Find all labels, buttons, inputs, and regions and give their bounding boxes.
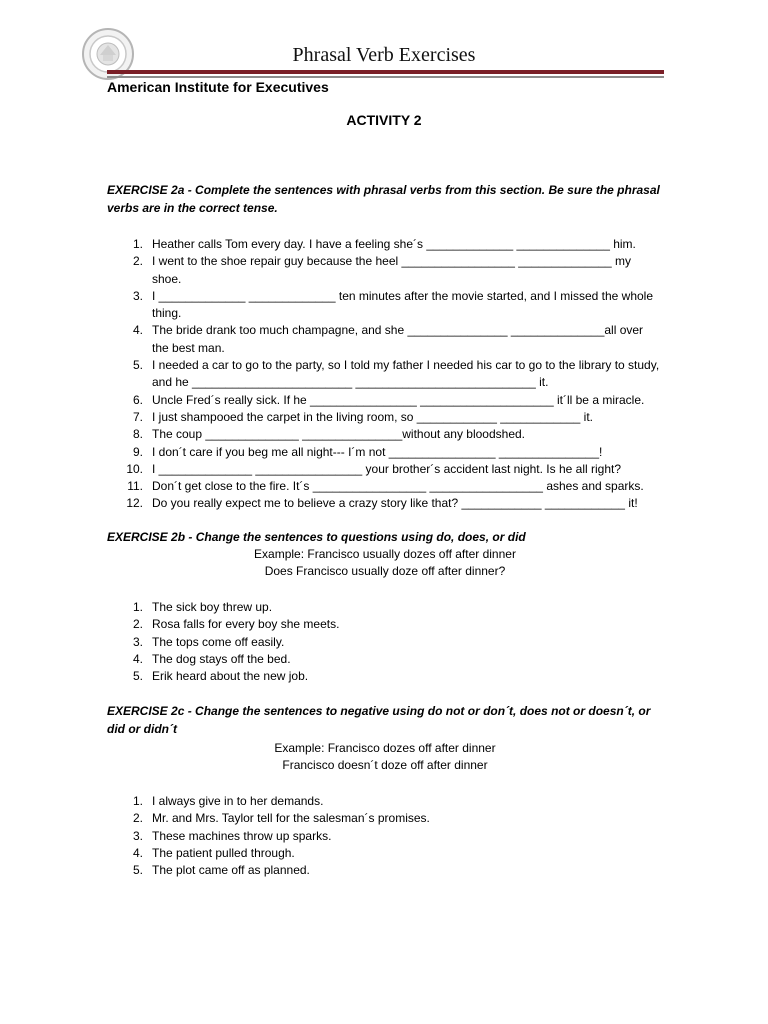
exercise-2b-instruction (107, 528, 663, 546)
exercise-2a-instruction-text: - Complete the sentences with phrasal verbs from this section. Be sure the phrasal verbs are in the correct tense (107, 183, 660, 215)
exercise-2a-label: EXERCISE 2a (107, 183, 185, 197)
exercise-2b-example: Example: Francisco usually dozes off after dinner (254, 547, 516, 561)
item-text: Mr. and Mrs. Taylor tell for the salesman´s promises. (152, 811, 430, 826)
exercise-2b-list (107, 599, 663, 685)
item-number: 4. (132, 845, 143, 860)
exercise-2c-example-answer: Francisco doesn´t doze off after dinner (282, 758, 488, 772)
exercise-2b-section (107, 528, 663, 685)
exercise-2a-item (107, 461, 663, 478)
item-text: Rosa falls for every boy she meets. (152, 617, 340, 632)
exercise-2b-label: EXERCISE 2b (107, 530, 186, 544)
item-text: The coup ______________ _______________without any bloodshed. (152, 427, 525, 442)
exercise-2c-section (107, 702, 663, 879)
exercise-2c-item (107, 845, 663, 862)
item-number: 5. (132, 863, 143, 878)
exercise-2b-item (107, 616, 663, 633)
exercise-2b-item (107, 634, 663, 651)
item-number: 7. (132, 409, 143, 424)
exercise-2a-item (107, 478, 663, 495)
item-text: I needed a car to go to the party, so I told my father I needed his car to go to the library to study, and he ________________________ ___________________________ it. (152, 358, 660, 390)
header-rule-gray (107, 76, 664, 78)
exercise-2b-item (107, 651, 663, 668)
exercise-2a-instruction: EXERCISE 2a - Complete the sentences with phrasal verbs from this section. Be sure the phrasal verbs are in the correct tense. (107, 183, 660, 215)
exercise-2c-list (107, 793, 663, 879)
exercise-2a-list (107, 236, 663, 513)
exercise-2a-section (107, 181, 663, 513)
exercise-2c-instruction-text: - Change the sentences to negative using do not or don´t, does not or doesn´t, or did or didn´t (107, 704, 651, 736)
item-number: 3. (132, 288, 143, 303)
item-number: 2. (132, 254, 143, 269)
exercise-2a-item (107, 288, 663, 323)
item-number: 10. (126, 461, 143, 476)
item-number: 5. (132, 669, 143, 684)
header-rule-maroon (107, 70, 664, 74)
item-text: Do you really expect me to believe a crazy story like that? ____________ ____________ it! (152, 496, 638, 511)
exercise-2c-label: EXERCISE 2c (107, 704, 185, 718)
exercise-2a-item (107, 253, 663, 288)
item-number: 5. (132, 358, 143, 373)
exercise-2c-example: Example: Francisco dozes off after dinner (274, 741, 496, 755)
item-number: 9. (132, 444, 143, 459)
exercise-2a-item (107, 322, 663, 357)
item-number: 4. (132, 323, 143, 338)
item-text: I _____________ _____________ ten minutes after the movie started, and I missed the whole thing. (152, 288, 654, 321)
item-text: I don´t care if you beg me all night--- I´m not ________________ _______________! (152, 444, 603, 459)
exercise-2a-item (107, 495, 663, 512)
item-text: I just shampooed the carpet in the living room, so ____________ ____________ it. (152, 409, 593, 424)
exercise-2a-item (107, 409, 663, 426)
exercise-2c-item (107, 810, 663, 827)
item-text: Heather calls Tom every day. I have a feeling she´s _____________ ______________ him. (152, 237, 636, 251)
exercise-2a-item (107, 444, 663, 461)
exercise-2a-item (107, 426, 663, 443)
item-text: Uncle Fred´s really sick. If he ________________ ____________________ it´ll be a miracle. (152, 392, 645, 407)
item-number: 1. (132, 237, 143, 251)
item-text: The tops come off easily. (152, 634, 285, 649)
item-text: The patient pulled through. (152, 845, 295, 860)
exercise-2a-item (107, 392, 663, 409)
item-text: The dog stays off the bed. (152, 651, 291, 666)
item-text: I ______________ ________________ your brother´s accident last night. Is he all right? (152, 461, 622, 476)
exercise-2b-item (107, 599, 663, 616)
exercise-2a-item (107, 357, 663, 392)
document-title: Phrasal Verb Exercises (292, 44, 476, 66)
item-number: 4. (132, 651, 143, 666)
institute-name: American Institute for Executives (107, 79, 329, 95)
item-number: 2. (132, 811, 143, 826)
item-text: Erik heard about the new job. (152, 669, 309, 684)
item-number: 8. (132, 427, 143, 442)
item-number: 3. (132, 828, 143, 843)
item-number: 2. (132, 617, 143, 632)
item-number: 12. (126, 496, 143, 511)
activity-heading: ACTIVITY 2 (346, 112, 422, 128)
exercise-2b-instruction-text: - Change the sentences to questions using do, does, or did (185, 530, 526, 544)
item-number: 1. (132, 794, 143, 808)
exercise-2c-item (107, 862, 663, 879)
exercise-2a-item (107, 236, 663, 253)
item-text: The bride drank too much champagne, and she _______________ ______________all over the best man. (152, 323, 644, 355)
exercise-2c-item (107, 828, 663, 845)
item-text: The sick boy threw up. (152, 600, 273, 614)
item-number: 11. (127, 479, 143, 494)
item-text: Don´t get close to the fire. It´s _________________ _________________ ashes and sparks. (152, 479, 644, 494)
item-text: I went to the shoe repair guy because the heel _________________ ______________ my shoe. (152, 254, 632, 286)
exercise-2b-example-answer: Does Francisco usually doze off after dinner? (264, 564, 506, 578)
exercise-2b-item (107, 668, 663, 685)
item-text: These machines throw up sparks. (152, 828, 332, 843)
item-number: 6. (132, 392, 143, 407)
item-text: The plot came off as planned. (152, 863, 310, 878)
item-number: 1. (132, 600, 143, 614)
exercise-2c-instruction (107, 702, 663, 738)
exercise-2c-item (107, 793, 663, 810)
item-number: 3. (132, 634, 143, 649)
item-text: I always give in to her demands. (152, 794, 324, 808)
